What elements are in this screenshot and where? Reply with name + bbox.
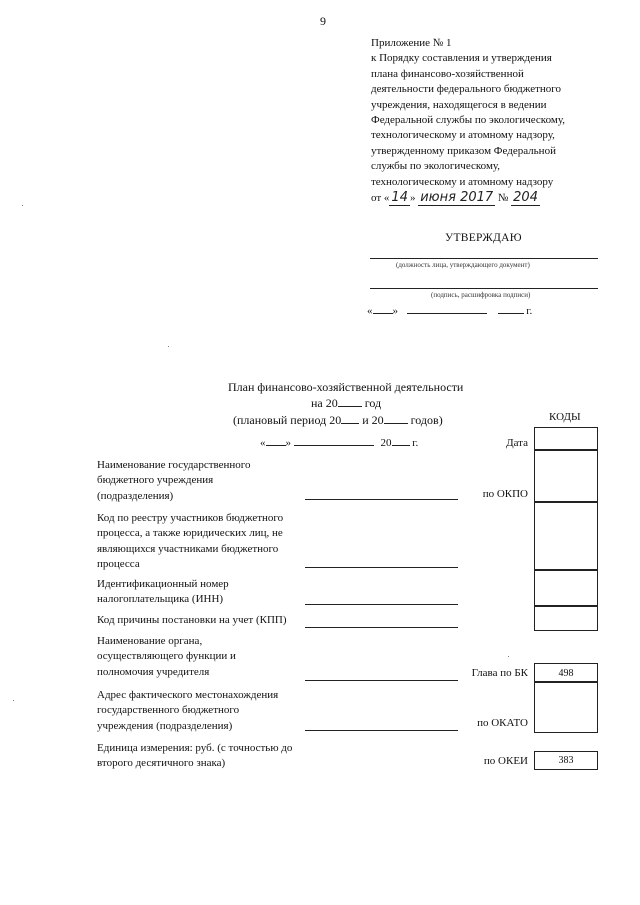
code-label-okei: по ОКЕИ [483,755,528,767]
code-label-okpo: по ОКПО [482,488,528,500]
codes-header: КОДЫ [549,411,581,423]
field-line-registry-code [305,567,458,568]
approval-date-line: « » г. [367,305,533,317]
field-line-kpp [305,627,458,628]
field-label-registry-code: Код по реестру участников бюджетного процесса, а также юридических лиц, не являющихся участниками бюджетного процесса [97,512,284,570]
appendix-line: службы по экологическому, [371,160,501,173]
appendix-line: Приложение № 1 [371,37,452,49]
field-label-address: Адрес фактического местонахождения государственного бюджетного учреждения (подразделения) [97,689,279,732]
field-label-unit: Единица измерения: руб. (с точностью до второго десятичного знака) [97,742,293,770]
code-box-okei: 383 [534,751,598,770]
appendix-date-line: от « 14 » июня 2017 № 204 [371,190,538,206]
date-code-label: Дата [506,437,528,449]
page-number: 9 [320,14,326,28]
scan-speck [22,205,23,206]
code-box-okpo [534,449,598,503]
position-line [370,258,598,259]
plan-period-line: (плановый период 20 и 20 годов) [233,413,443,427]
field-line-address [305,730,458,731]
code-box-okato [534,681,598,733]
scan-speck [508,656,509,657]
code-box-glava-bk: 498 [534,663,598,683]
appendix-line: Федеральной службы по экологическому, [371,114,565,127]
field-label-institution: Наименование государственного бюджетного учреждения (подразделения) [97,459,251,502]
handwritten-month-year: июня 2017 [420,190,494,206]
field-line-inn [305,604,458,605]
scan-speck [13,700,14,701]
position-caption: (должность лица, утверждающего документ) [396,261,530,269]
field-label-kpp: Код причины постановки на учет (КПП) [97,614,287,626]
scan-speck [168,346,169,347]
field-line-institution [305,499,458,500]
appendix-line: учреждения, находящегося в ведении [371,98,547,111]
appendix-header [371,36,611,206]
approval-title: УТВЕРЖДАЮ [445,232,522,244]
field-label-founder: Наименование органа, осуществляющего функции и полномочия учредителя [97,635,236,678]
handwritten-day: 14 [391,190,408,206]
handwritten-doc-number: 204 [513,190,538,206]
appendix-line: технологическому и атомному надзору, [371,129,555,142]
code-box-inn [534,569,598,607]
appendix-line: плана финансово-хозяйственной [371,67,524,80]
appendix-line: деятельности федерального бюджетного [371,83,562,96]
code-box-date [534,427,598,451]
appendix-line: к Порядку составления и утверждения [371,52,552,65]
plan-date-line: « » 20 г. [260,437,419,449]
field-line-founder [305,680,458,681]
code-label-glava-bk: Глава по БК [471,667,528,679]
code-box-kpp [534,605,598,631]
signature-caption: (подпись, расшифровка подписи) [431,291,531,299]
appendix-line: технологическому и атомному надзору [371,175,554,188]
plan-year-line: на 20 год [311,396,382,410]
field-label-inn: Идентификационный номер налогоплательщика (ИНН) [97,578,229,606]
plan-title: План финансово-хозяйственной деятельности [228,380,464,394]
appendix-line: утвержденному приказом Федеральной [371,144,556,157]
signature-line [370,288,598,289]
code-box-registry [534,501,598,571]
code-label-okato: по ОКАТО [477,717,528,729]
